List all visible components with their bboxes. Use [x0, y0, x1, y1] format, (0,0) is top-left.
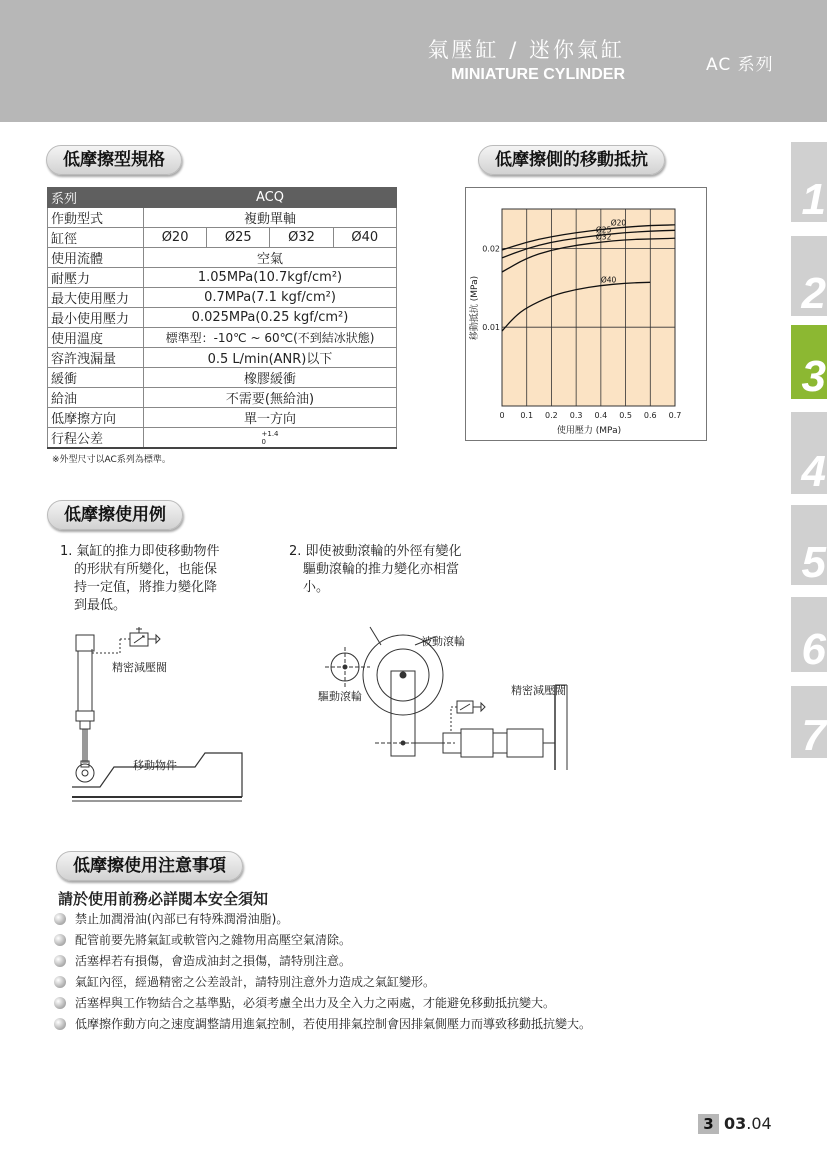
- tolerance-upper: +1.4: [261, 429, 279, 438]
- chapter-tab-label: 3: [801, 352, 826, 399]
- cylinder-cap: [76, 635, 94, 651]
- bullet-icon: [54, 955, 66, 967]
- header-series: AC 系列: [706, 55, 774, 75]
- resistance-chart: [465, 187, 707, 441]
- table-cell: 複動單軸: [144, 208, 397, 228]
- table-cell-label: 低摩擦方向: [48, 408, 144, 428]
- table-cell-label: 最大使用壓力: [48, 288, 144, 308]
- y-tick-label: 0.01: [482, 323, 500, 333]
- table-cell-label: 缸徑: [48, 228, 144, 248]
- chapter-tab-4[interactable]: [791, 412, 827, 494]
- table-cell: 0.5 L/min(ANR)以下: [144, 348, 397, 368]
- chapter-tab-7[interactable]: [791, 686, 827, 758]
- usage-line: 的形狀有所變化，也能保: [74, 562, 218, 577]
- stroke-tolerance: [262, 430, 279, 446]
- table-cell-label: 耐壓力: [48, 268, 144, 288]
- list-item: [54, 1015, 591, 1033]
- table-row: [48, 368, 397, 388]
- header-title-zh: 氣壓缸 / 迷你氣缸: [427, 38, 625, 62]
- note-text: 活塞桿若有損傷，會造成油封之損傷，請特別注意。: [75, 954, 352, 968]
- bullet-icon: [54, 976, 66, 988]
- chapter-tab-label: 5: [801, 538, 826, 585]
- table-cell: Ø40: [333, 228, 396, 248]
- table-row: [48, 328, 397, 348]
- label-moving-object: 移動物件: [133, 759, 177, 772]
- table-cell: Ø25: [207, 228, 270, 248]
- list-item: [54, 973, 435, 991]
- page-number-rest: .04: [746, 1114, 772, 1133]
- series-label: Ø25: [595, 225, 612, 235]
- chapter-tab-label: 6: [801, 625, 826, 672]
- page-number-bold: 03: [724, 1114, 747, 1133]
- label-drive-roller: 驅動滾輪: [318, 690, 362, 703]
- table-cell-label: 緩衝: [48, 368, 144, 388]
- list-item: [54, 952, 351, 970]
- chapter-tab-3[interactable]: [791, 325, 827, 399]
- table-cell: 單一方向: [144, 408, 397, 428]
- series-label: Ø40: [600, 275, 617, 285]
- table-cell-label: 行程公差: [48, 428, 144, 449]
- table-row: [48, 188, 397, 208]
- x-tick-label: 0.3: [569, 411, 583, 420]
- table-row: [48, 228, 397, 248]
- usage-heading: 低摩擦使用例: [47, 500, 183, 530]
- x-tick-label: 0.7: [668, 411, 682, 420]
- x-tick-label: 0.6: [643, 411, 657, 420]
- usage-line: 小。: [303, 580, 330, 595]
- chapter-tab-5[interactable]: [791, 505, 827, 585]
- x-tick-label: 0.2: [545, 411, 558, 420]
- usage-line: 持一定值，將推力變化降: [74, 580, 218, 595]
- usage-line: 1. 氣缸的推力即使移動物件: [60, 544, 220, 559]
- x-tick-label: 0.1: [520, 411, 534, 420]
- tolerance-lower: 0: [261, 437, 266, 446]
- note-text: 配管前要先將氣缸或軟管內之雜物用高壓空氣清除。: [75, 933, 352, 947]
- label-regulator-1: 精密減壓閥: [112, 661, 167, 674]
- chapter-tab-label: 1: [801, 175, 826, 222]
- series-label: Ø32: [595, 232, 612, 242]
- cylinder-tube: [78, 651, 92, 711]
- chapter-tab-label: 4: [801, 447, 826, 494]
- table-cell: 不需要(無給油): [144, 388, 397, 408]
- list-item: [54, 910, 288, 928]
- table-cell: 0.025MPa(0.25 kgf/cm²): [144, 308, 397, 328]
- x-tick-label: 0: [499, 411, 505, 420]
- table-cell: 標準型：-10℃ ~ 60℃(不到結冰狀態): [144, 328, 397, 348]
- notes-subheading: 請於使用前務必詳閱本安全須知: [58, 890, 269, 908]
- table-cell: 0.7MPa(7.1 kgf/cm²): [144, 288, 397, 308]
- spec-heading: 低摩擦型規格: [46, 145, 182, 175]
- usage-item-1: [60, 543, 220, 615]
- table-cell: ACQ: [144, 188, 397, 208]
- series-label: Ø20: [610, 218, 627, 228]
- cylinder-head: [76, 711, 94, 721]
- note-text: 氣缸內徑，經過精密之公差設計，請特別注意外力造成之氣缸變形。: [75, 975, 436, 989]
- table-row: [48, 428, 397, 449]
- cylinder-body: [461, 729, 493, 757]
- label-regulator-2: 精密減壓閥: [511, 684, 566, 697]
- table-cell-label: 系列: [48, 188, 144, 208]
- note-text: 禁止加潤滑油(內部已有特殊潤滑油脂)。: [75, 912, 289, 926]
- table-cell: Ø20: [144, 228, 207, 248]
- label-passive-roller: 被動滾輪: [421, 635, 465, 648]
- y-axis-label: 移動抵抗 (MPa): [470, 275, 480, 341]
- page-chapter-badge: 3: [698, 1114, 719, 1134]
- bullet-icon: [54, 934, 66, 946]
- bullet-icon: [54, 1018, 66, 1030]
- table-cell: 空氣: [144, 248, 397, 268]
- table-row: [48, 408, 397, 428]
- table-row: [48, 248, 397, 268]
- table-cell: [144, 428, 397, 449]
- spec-table: [47, 187, 397, 449]
- y-tick-label: 0.02: [482, 244, 500, 254]
- table-row: [48, 388, 397, 408]
- table-row: [48, 288, 397, 308]
- spec-note: ※外型尺寸以AC系列為標準。: [52, 455, 171, 465]
- diagram-vertical-cylinder: [70, 625, 245, 807]
- chapter-tab-6[interactable]: [791, 597, 827, 672]
- usage-line: 驅動滾輪的推力變化亦相當: [303, 562, 460, 577]
- table-row: [48, 268, 397, 288]
- x-tick-label: 0.4: [594, 411, 608, 420]
- header-title-en: MINIATURE CYLINDER: [451, 66, 625, 83]
- chapter-tab-label: 7: [801, 711, 826, 758]
- table-cell-label: 給油: [48, 388, 144, 408]
- table-cell-label: 容許洩漏量: [48, 348, 144, 368]
- chapter-tab-1[interactable]: [791, 142, 827, 222]
- x-axis-label: 使用壓力 (MPa): [556, 426, 622, 436]
- x-tick-label: 0.5: [619, 411, 632, 420]
- chapter-tab-label: 2: [801, 269, 826, 316]
- table-cell-label: 使用流體: [48, 248, 144, 268]
- chart-heading: 低摩擦側的移動抵抗: [478, 145, 665, 175]
- list-item: [54, 931, 351, 949]
- table-cell: 橡膠緩衝: [144, 368, 397, 388]
- table-cell-label: 最小使用壓力: [48, 308, 144, 328]
- list-item: [54, 994, 555, 1012]
- usage-line: 2. 即使被動滾輪的外徑有變化: [289, 544, 462, 559]
- table-row: [48, 208, 397, 228]
- table-cell-label: 使用溫度: [48, 328, 144, 348]
- usage-item-2: [289, 543, 462, 597]
- table-cell-label: 作動型式: [48, 208, 144, 228]
- table-cell: 1.05MPa(10.7kgf/cm²): [144, 268, 397, 288]
- notes-heading: 低摩擦使用注意事項: [56, 851, 243, 881]
- table-row: [48, 348, 397, 368]
- bullet-icon: [54, 913, 66, 925]
- table-cell: Ø32: [270, 228, 333, 248]
- table-row: [48, 308, 397, 328]
- note-text: 活塞桿與工作物結合之基準點，必須考慮全出力及全入力之兩處，才能避免移動抵抗變大。: [75, 996, 556, 1010]
- bullet-icon: [54, 997, 66, 1009]
- chapter-tab-2[interactable]: [791, 236, 827, 316]
- note-text: 低摩擦作動方向之速度調整請用進氣控制，若使用排氣控制會因排氣側壓力而導致移動抵抗變大。: [75, 1017, 592, 1031]
- usage-line: 到最低。: [74, 598, 127, 613]
- page-number: [724, 1114, 772, 1134]
